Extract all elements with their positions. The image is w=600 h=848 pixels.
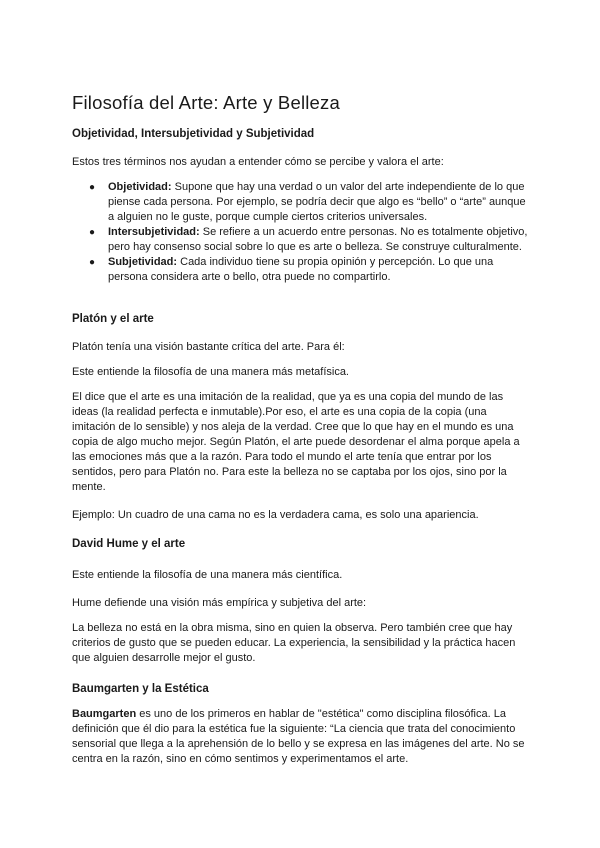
paragraph: Hume defiende una visión más empírica y subjetiva del arte: bbox=[72, 597, 367, 609]
section-intro: Estos tres términos nos ayudan a entender cómo se percibe y valora el arte: bbox=[72, 156, 444, 168]
terms-list bbox=[72, 180, 528, 285]
section-heading-objetividad: Objetividad, Intersubjetividad y Subjetividad bbox=[72, 128, 315, 140]
term-label: Objetividad: bbox=[108, 181, 172, 193]
term-text: Supone que hay una verdad o un valor del arte independiente de lo que piense cada persona. Por ejemplo, se podría decir que algo es “bello” o “arte” aunque a alguien no le guste, porque cumple ciertos criterios universales. bbox=[108, 181, 526, 223]
paragraph: Este entiende la filosofía de una manera más científica. bbox=[72, 569, 343, 581]
list-item bbox=[72, 225, 528, 255]
paragraph-text: es uno de los primeros en hablar de "estética" como disciplina filosófica. La definición que él dio para la estética fue la siguiente: “La ciencia que trata del conocimiento sensorial que llega a la aprehensión de lo bello y se expresa en las imágenes del arte. No se centra en la razón, sino en cómo sentimos y experimentamos el arte. bbox=[72, 708, 525, 765]
paragraph: El dice que el arte es una imitación de la realidad, que ya es una copia del mundo de las ideas (la realidad perfecta e inmutable).Por eso, el arte es una copia de la copia (una imitación de lo sensible) y nos aleja de la verdad. Cree que lo que hay en el mundo es una copia de algo mucho mejor. Según Platón, el arte puede desordenar el alma porque apela a las emociones más que a la razón. Para todo el mundo el arte tenía que entrar por los sentidos, pero para Platón no. Para este la belleza no se captaba por los ojos, sino por la mente. bbox=[72, 391, 520, 493]
page-title: Filosofía del Arte: Arte y Belleza bbox=[72, 92, 340, 113]
paragraph: La belleza no está en la obra misma, sino en quien la observa. Pero también cree que hay criterios de gusto que se pueden educar. La experiencia, la sensibilidad y la práctica hacen que alguien desarrolle mejor el gusto. bbox=[72, 622, 516, 664]
section-heading-hume: David Hume y el arte bbox=[72, 538, 186, 550]
term-label: Baumgarten bbox=[72, 708, 137, 720]
list-item bbox=[72, 255, 528, 285]
section-heading-baumgarten: Baumgarten y la Estética bbox=[72, 683, 209, 695]
paragraph: Platón tenía una visión bastante crítica del arte. Para él: bbox=[72, 341, 345, 353]
bullet-icon: ● bbox=[89, 257, 96, 268]
paragraph-example: Ejemplo: Un cuadro de una cama no es la verdadera cama, es solo una apariencia. bbox=[72, 509, 479, 521]
section-heading-platon: Platón y el arte bbox=[72, 313, 154, 325]
bullet-icon: ● bbox=[89, 227, 96, 238]
term-label: Subjetividad: bbox=[108, 256, 178, 268]
bullet-icon: ● bbox=[89, 182, 96, 193]
paragraph bbox=[72, 707, 528, 767]
term-text: Cada individuo tiene su propia opinión y percepción. Lo que una persona considera arte o bello, otra puede no compartirlo. bbox=[108, 256, 494, 283]
list-item bbox=[72, 180, 528, 225]
term-label: Intersubjetividad: bbox=[108, 226, 200, 238]
paragraph: Este entiende la filosofía de una manera más metafísica. bbox=[72, 366, 349, 378]
term-text: Se refiere a un acuerdo entre personas. No es totalmente objetivo, pero hay consenso social sobre lo que es arte o belleza. Se construye culturalmente. bbox=[108, 226, 528, 253]
